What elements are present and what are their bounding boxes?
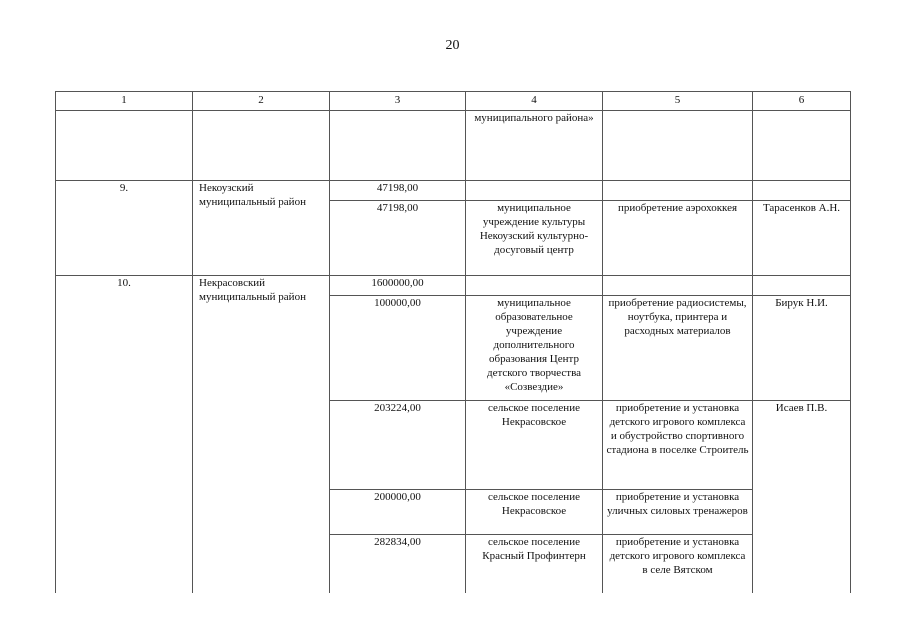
- cell-purpose: [603, 111, 753, 181]
- cell-recipient: муниципального района»: [466, 111, 603, 181]
- cell-purpose: приобретение и установка детского игрового комплекса и обустройство спортивного стадиона в поселке Строитель: [603, 401, 753, 490]
- table-row: [56, 276, 851, 296]
- cell-amount: 47198,00: [330, 201, 466, 276]
- header-cell: 6: [753, 92, 851, 111]
- cell-district: Некрасовский муниципальный район: [193, 276, 330, 597]
- cell-num: 9.: [56, 181, 193, 276]
- table-row: [56, 181, 851, 201]
- cell-district: [193, 111, 330, 181]
- cell-district: Некоузский муниципальный район: [193, 181, 330, 276]
- cell-amount: 203224,00: [330, 401, 466, 490]
- cell-responsible: Исаев П.В.: [753, 401, 851, 597]
- cell-amount: 100000,00: [330, 296, 466, 401]
- table-header-row: [56, 92, 851, 111]
- cell-responsible: Тарасенков А.Н.: [753, 201, 851, 276]
- cell-responsible: [753, 181, 851, 201]
- cell-amount: 282834,00: [330, 535, 466, 597]
- cell-purpose: приобретение и установка детского игрового комплекса в селе Вятском: [603, 535, 753, 597]
- cell-purpose: приобретение аэрохоккея: [603, 201, 753, 276]
- cell-recipient: муниципальное образовательное учреждение дополнительного образования Центр детского творчества «Созвездие»: [466, 296, 603, 401]
- cell-num: 10.: [56, 276, 193, 597]
- table-row: [56, 111, 851, 181]
- cell-responsible: [753, 111, 851, 181]
- cell-purpose: приобретение радиосистемы, ноутбука, принтера и расходных материалов: [603, 296, 753, 401]
- allocation-table: [55, 91, 851, 597]
- header-cell: 2: [193, 92, 330, 111]
- cell-recipient: сельское поселение Красный Профинтерн: [466, 535, 603, 597]
- page-bottom-margin: [0, 593, 905, 640]
- cell-recipient: сельское поселение Некрасовское: [466, 401, 603, 490]
- cell-recipient: муниципальное учреждение культуры Некоузский культурно-досуговый центр: [466, 201, 603, 276]
- cell-responsible: Бирук Н.И.: [753, 296, 851, 401]
- header-cell: 5: [603, 92, 753, 111]
- cell-num: [56, 111, 193, 181]
- header-cell: 3: [330, 92, 466, 111]
- header-cell: 1: [56, 92, 193, 111]
- page-number: 20: [445, 38, 460, 53]
- header-cell: 4: [466, 92, 603, 111]
- cell-amount: 200000,00: [330, 490, 466, 535]
- cell-purpose: [603, 276, 753, 296]
- cell-recipient: [466, 276, 603, 296]
- cell-responsible: [753, 276, 851, 296]
- cell-total: 1600000,00: [330, 276, 466, 296]
- cell-recipient: [466, 181, 603, 201]
- cell-recipient: сельское поселение Некрасовское: [466, 490, 603, 535]
- cell-total: 47198,00: [330, 181, 466, 201]
- cell-amount: [330, 111, 466, 181]
- cell-purpose: [603, 181, 753, 201]
- cell-purpose: приобретение и установка уличных силовых тренажеров: [603, 490, 753, 535]
